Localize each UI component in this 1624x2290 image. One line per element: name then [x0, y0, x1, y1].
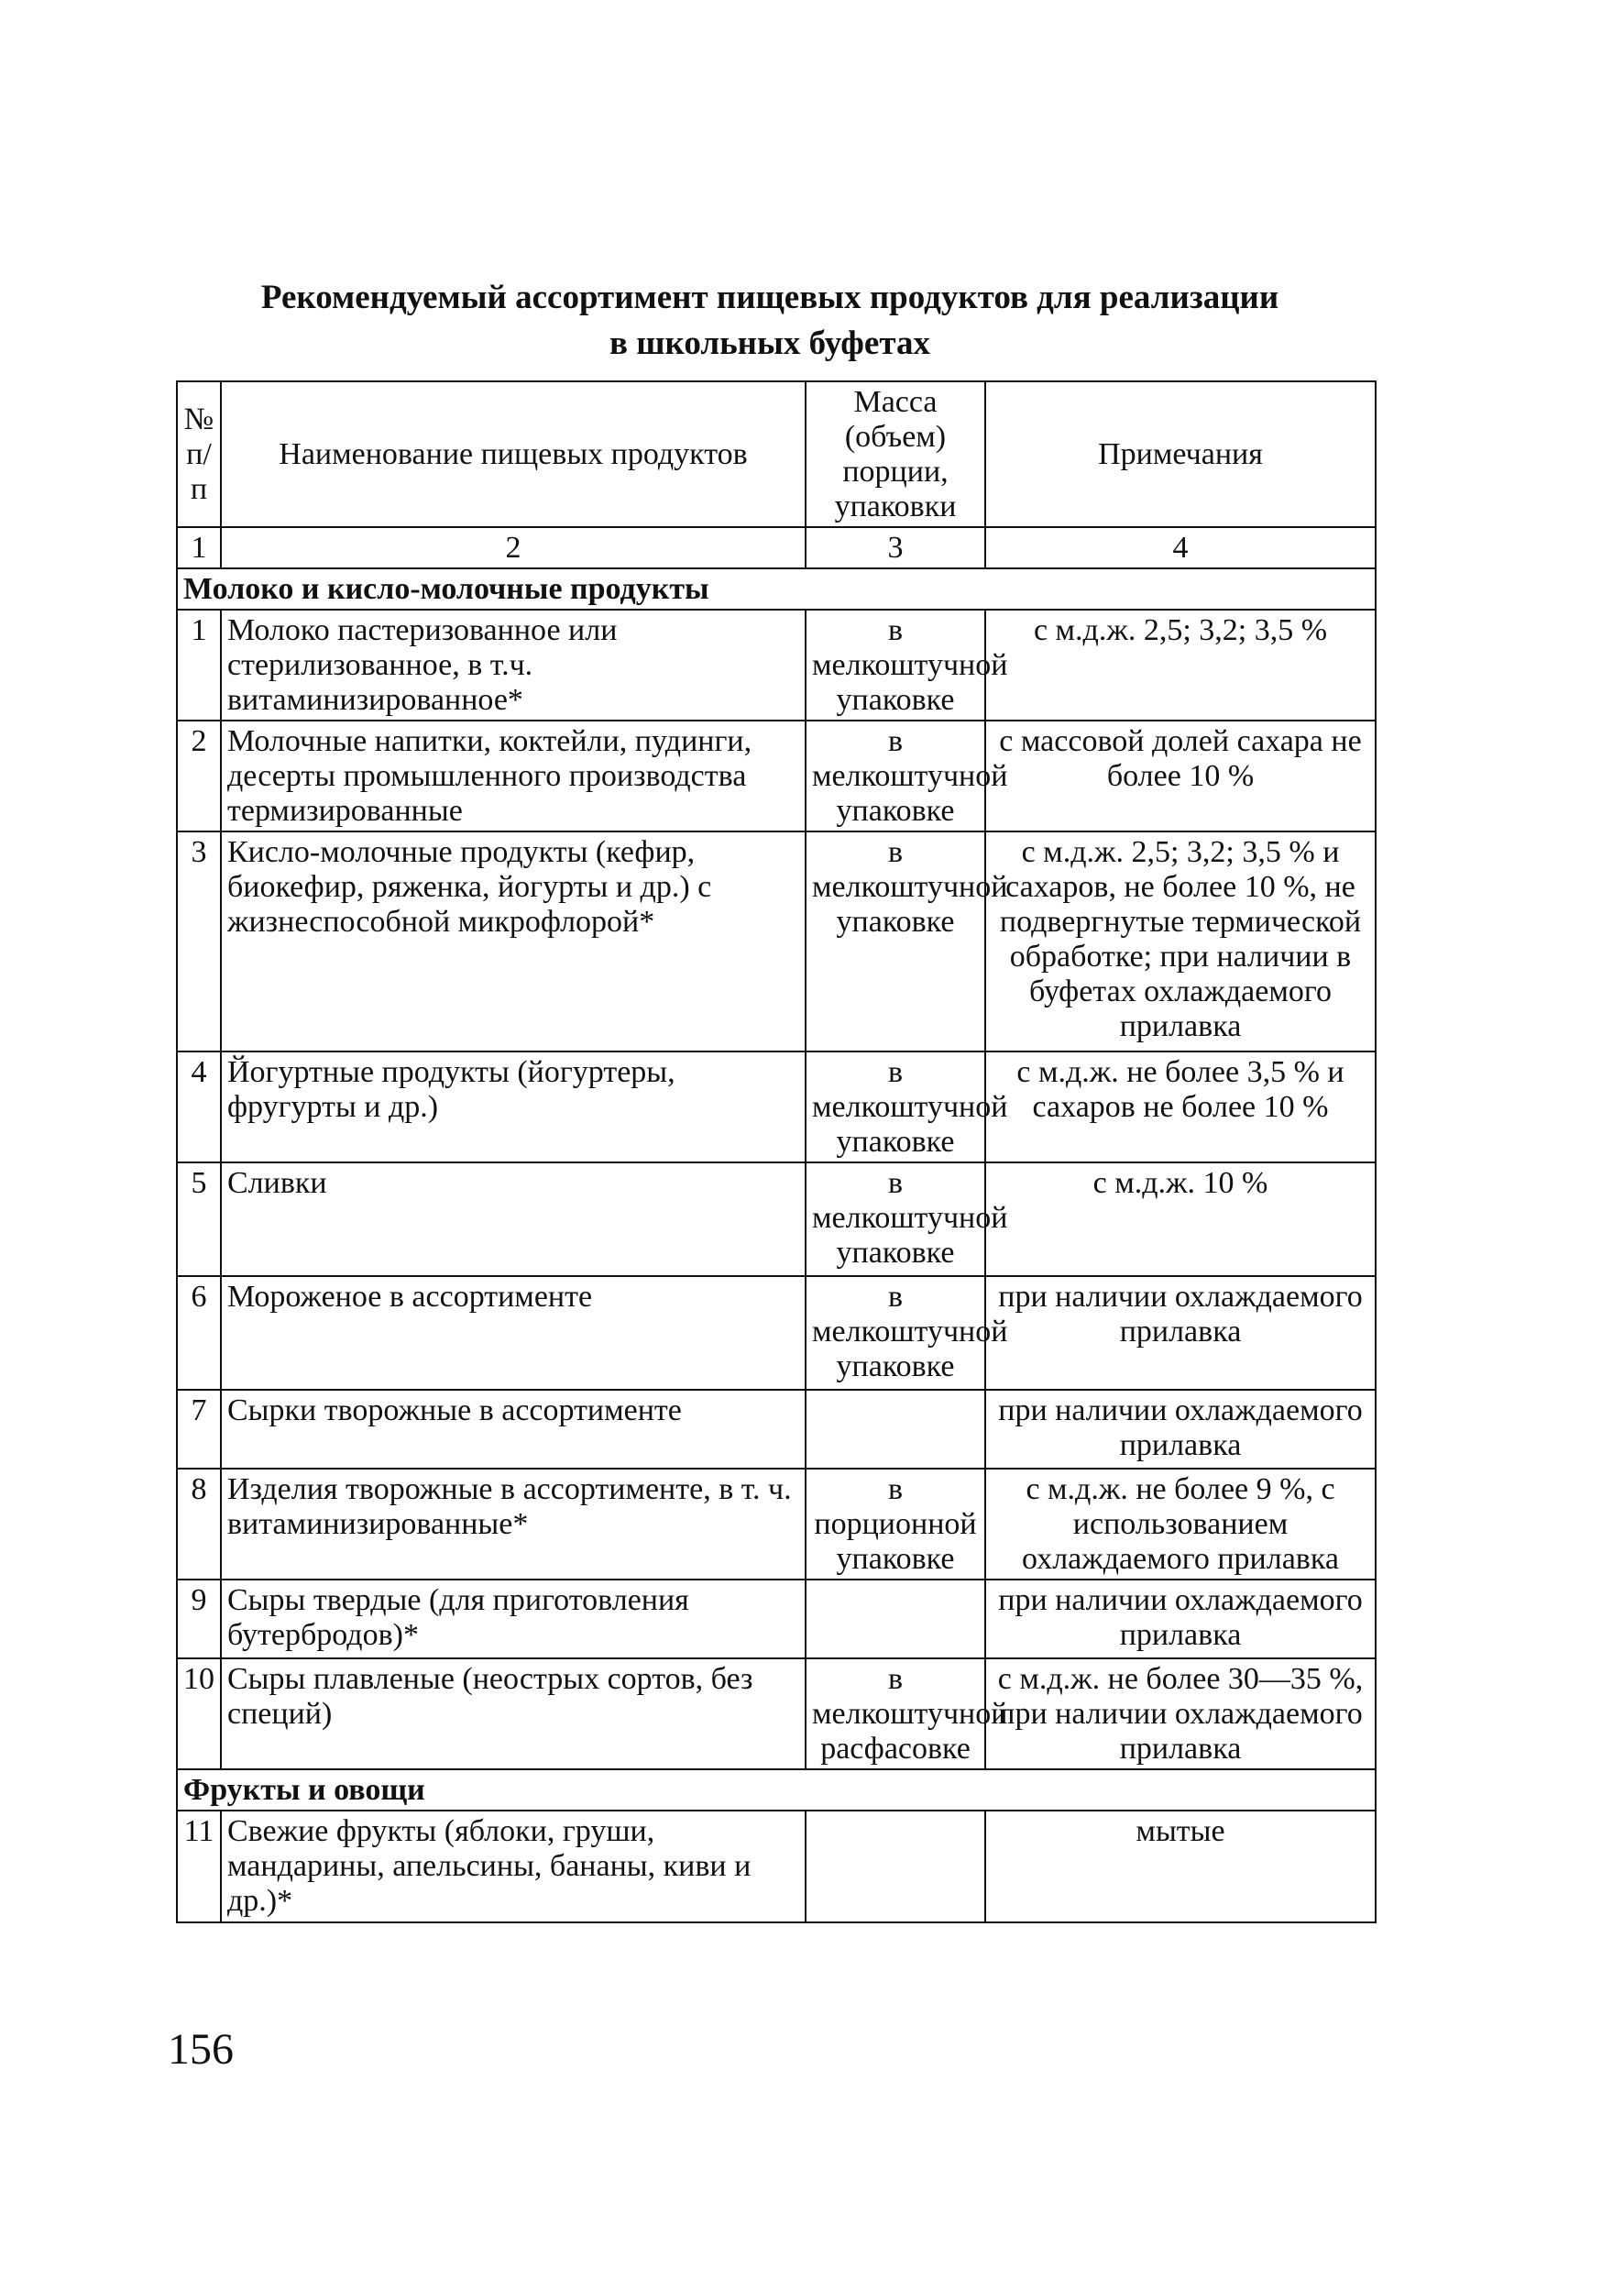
row-note: с м.д.ж. 2,5; 3,2; 3,5 % и сахаров, не более 10 %, не подвергнутые термической обработке; при наличии в буфетах охлаждаемого прилавка: [985, 831, 1376, 1051]
row-name: Изделия творожные в ассортименте, в т. ч. витаминизированные*: [221, 1469, 806, 1580]
row-mass: [806, 1811, 985, 1922]
assortment-table: [176, 380, 1377, 1923]
row-note: с м.д.ж. не более 9 %, с использованием охлаждаемого прилавка: [985, 1469, 1376, 1580]
row-name: Молочные напитки, коктейли, пудинги, десерты промышленного производства термизированные: [221, 721, 806, 831]
table-header-row: [177, 381, 1376, 527]
row-name: Мороженое в ассортименте: [221, 1276, 806, 1390]
row-mass: в мелкоштучной упаковке: [806, 610, 985, 721]
table-row: [177, 1469, 1376, 1580]
row-mass: в порционной упаковке: [806, 1469, 985, 1580]
row-note: при наличии охлаждаемого прилавка: [985, 1390, 1376, 1469]
table-row: [177, 1811, 1376, 1922]
row-mass: в мелкоштучной упаковке: [806, 721, 985, 831]
header-mass: Масса (объем) порции, упаковки: [806, 381, 985, 527]
row-mass: [806, 1390, 985, 1469]
table-row: [177, 1658, 1376, 1769]
column-number: 4: [985, 527, 1376, 568]
row-name: Сырки творожные в ассортименте: [221, 1390, 806, 1469]
table-row: [177, 1162, 1376, 1276]
section-title-dairy: Молоко и кисло-молочные продукты: [177, 568, 1376, 610]
row-note: при наличии охлаждаемого прилавка: [985, 1580, 1376, 1658]
row-name: Кисло-молочные продукты (кефир, биокефир, ряженка, йогурты и др.) с жизнеспособной микрофлорой*: [221, 831, 806, 1051]
row-note: с м.д.ж. 10 %: [985, 1162, 1376, 1276]
page-number: 156: [168, 2025, 234, 2074]
row-num: 3: [177, 831, 221, 1051]
row-num: 8: [177, 1469, 221, 1580]
row-note: с м.д.ж. не более 3,5 % и сахаров не более 10 %: [985, 1051, 1376, 1162]
column-number: 1: [177, 527, 221, 568]
row-note: при наличии охлаждаемого прилавка: [985, 1276, 1376, 1390]
row-num: 6: [177, 1276, 221, 1390]
column-number-row: [177, 527, 1376, 568]
row-num: 9: [177, 1580, 221, 1658]
table-row: [177, 610, 1376, 721]
row-mass: в мелкоштучной упаковке: [806, 1162, 985, 1276]
section-row-fruit: [177, 1769, 1376, 1811]
header-note: Примечания: [985, 381, 1376, 527]
row-name: Сыры твердые (для приготовления бутербродов)*: [221, 1580, 806, 1658]
row-num: 1: [177, 610, 221, 721]
table-row: [177, 1051, 1376, 1162]
row-mass: [806, 1580, 985, 1658]
row-note: с м.д.ж. не более 30—35 %, при наличии охлаждаемого прилавка: [985, 1658, 1376, 1769]
row-num: 7: [177, 1390, 221, 1469]
row-note: мытые: [985, 1811, 1376, 1922]
table-row: [177, 721, 1376, 831]
row-note: с массовой долей сахара не более 10 %: [985, 721, 1376, 831]
section-row-dairy: [177, 568, 1376, 610]
row-name: Сливки: [221, 1162, 806, 1276]
row-note: с м.д.ж. 2,5; 3,2; 3,5 %: [985, 610, 1376, 721]
table-row: [177, 1276, 1376, 1390]
header-name: Наименование пищевых продуктов: [221, 381, 806, 527]
row-name: Сыры плавленые (неострых сортов, без специй): [221, 1658, 806, 1769]
column-number: 2: [221, 527, 806, 568]
row-num: 5: [177, 1162, 221, 1276]
section-title-fruit: Фрукты и овощи: [177, 1769, 1376, 1811]
row-mass: в мелкоштучной упаковке: [806, 831, 985, 1051]
row-num: 10: [177, 1658, 221, 1769]
row-name: Молоко пастеризованное или стерилизованное, в т.ч. витаминизированное*: [221, 610, 806, 721]
row-num: 2: [177, 721, 221, 831]
table-row: [177, 831, 1376, 1051]
row-name: Свежие фрукты (яблоки, груши, мандарины, апельсины, бананы, киви и др.)*: [221, 1811, 806, 1922]
row-mass: в мелкоштучной упаковке: [806, 1276, 985, 1390]
document-title-line-2: в школьных буфетах: [609, 325, 930, 362]
row-name: Йогуртные продукты (йогуртеры, фругурты и др.): [221, 1051, 806, 1162]
row-mass: в мелкоштучной упаковке: [806, 1051, 985, 1162]
column-number: 3: [806, 527, 985, 568]
table-row: [177, 1580, 1376, 1658]
header-num: № п/п: [177, 381, 221, 527]
row-num: 4: [177, 1051, 221, 1162]
table-row: [177, 1390, 1376, 1469]
row-num: 11: [177, 1811, 221, 1922]
document-title-line-1: Рекомендуемый ассортимент пищевых продуктов для реализации: [260, 279, 1279, 316]
row-mass: в мелкоштучной расфасовке: [806, 1658, 985, 1769]
